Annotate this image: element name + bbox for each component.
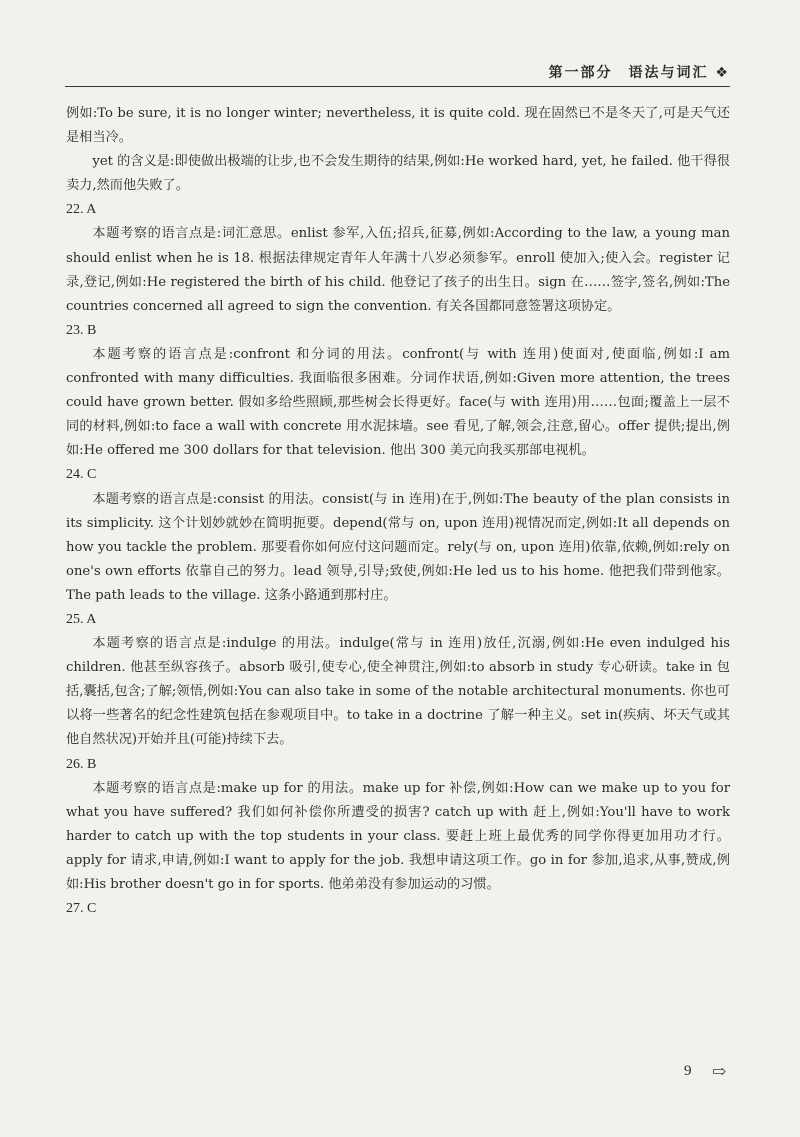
paragraph: 本题考察的语言点是:confront 和分词的用法。confront(与 with 连用)使面对,使面临,例如:I am confronted with many difficulties. 我面临很多困难。分词作状语,例如:Given more attention, the trees could have grown better. 假如多给些照顾,那些树会长得更好。face(与 with 连用)用……包面;覆盖上一层不同的材料,例如:to face a wall with concrete 用水泥抹墙。see 看见,了解,领会,注意,留心。offer 提供;提出,例如:He offered me 300 dollars for that television. 他出 300 美元向我买那部电视机。 [66, 346, 730, 459]
answer-number: 26. B [66, 756, 97, 772]
answer-number: 25. A [66, 611, 97, 627]
answer-number: 22. A [66, 202, 97, 218]
paragraph: 本题考察的语言点是:make up for 的用法。make up for 补偿,例如:How can we make up to you for what you have suffered? 我们如何补偿你所遭受的损害? catch up with 赶上,例如:You'll have to work harder to catch up with the top students in your class. 要赶上班上最优秀的同学你得更加用功才行。apply for 请求,申请,例如:I want to apply for the job. 我想申请这项工作。go in for 参加,追求,从事,赞成,例如:His brother doesn't go in for sports. 他弟弟没有参加运动的习惯。 [66, 780, 730, 892]
section-title: 第一部分 语法与词汇 ❖ [548, 65, 730, 81]
next-page-arrow-icon: ⇨ [712, 1062, 727, 1082]
answer-explanations [66, 102, 730, 921]
paragraph: 本题考察的语言点是:consist 的用法。consist(与 in 连用)在于,例如:The beauty of the plan consists in its simplicity. 这个计划妙就妙在简明扼要。depend(常与 on, upon 连用)视情况而定,例如:It all depends on how you tackle the problem. 那要看你如何应付这问题而定。rely(与 on, upon 连用)依靠,依赖,例如:rely on one's own efforts 依靠自己的努力。lead 领导,引导;致使,例如:He led us to his home. 他把我们带到他家。The path leads to the village. 这条小路通到那村庄。 [66, 491, 730, 603]
paragraph: yet 的含义是:即使做出极端的让步,也不会发生期待的结果,例如:He worked hard, yet, he failed. 他干得很卖力,然而他失败了。 [66, 154, 730, 194]
answer-number: 23. B [66, 322, 97, 338]
paragraph: 本题考察的语言点是:词汇意思。enlist 参军,入伍;招兵,征募,例如:According to the law, a young man should enlist when he is 18. 根据法律规定青年人年满十八岁必须参军。enroll 使加入;使入会。register 记录,登记,例如:He registered the birth of his child. 他登记了孩子的出生日。sign 在……签字,签名,例如:The countries concerned all agreed to sign the convention. 有关各国都同意签署这项协定。 [66, 226, 730, 314]
paragraph: 本题考察的语言点是:indulge 的用法。indulge(常与 in 连用)放任,沉溺,例如:He even indulged his children. 他甚至纵容孩子。absorb 吸引,使专心,使全神贯注,例如:to absorb in study 专心研读。take in 包括,囊括,包含;了解;领悟,例如:You can also take in some of the notable architectural monuments. 你也可以将一些著名的纪念性建筑包括在参观项目中。to take in a doctrine 了解一种主义。set in(疾病、坏天气或其他自然状况)开始并且(可能)持续下去。 [66, 636, 730, 748]
paragraph: 例如:To be sure, it is no longer winter; nevertheless, it is quite cold. 现在固然已不是冬天了,可是天气还是相当冷。 [66, 106, 730, 146]
answer-number: 27. C [66, 901, 97, 917]
answer-number: 24. C [66, 467, 97, 483]
page-number: 9 [684, 1063, 692, 1079]
running-header [65, 62, 730, 87]
